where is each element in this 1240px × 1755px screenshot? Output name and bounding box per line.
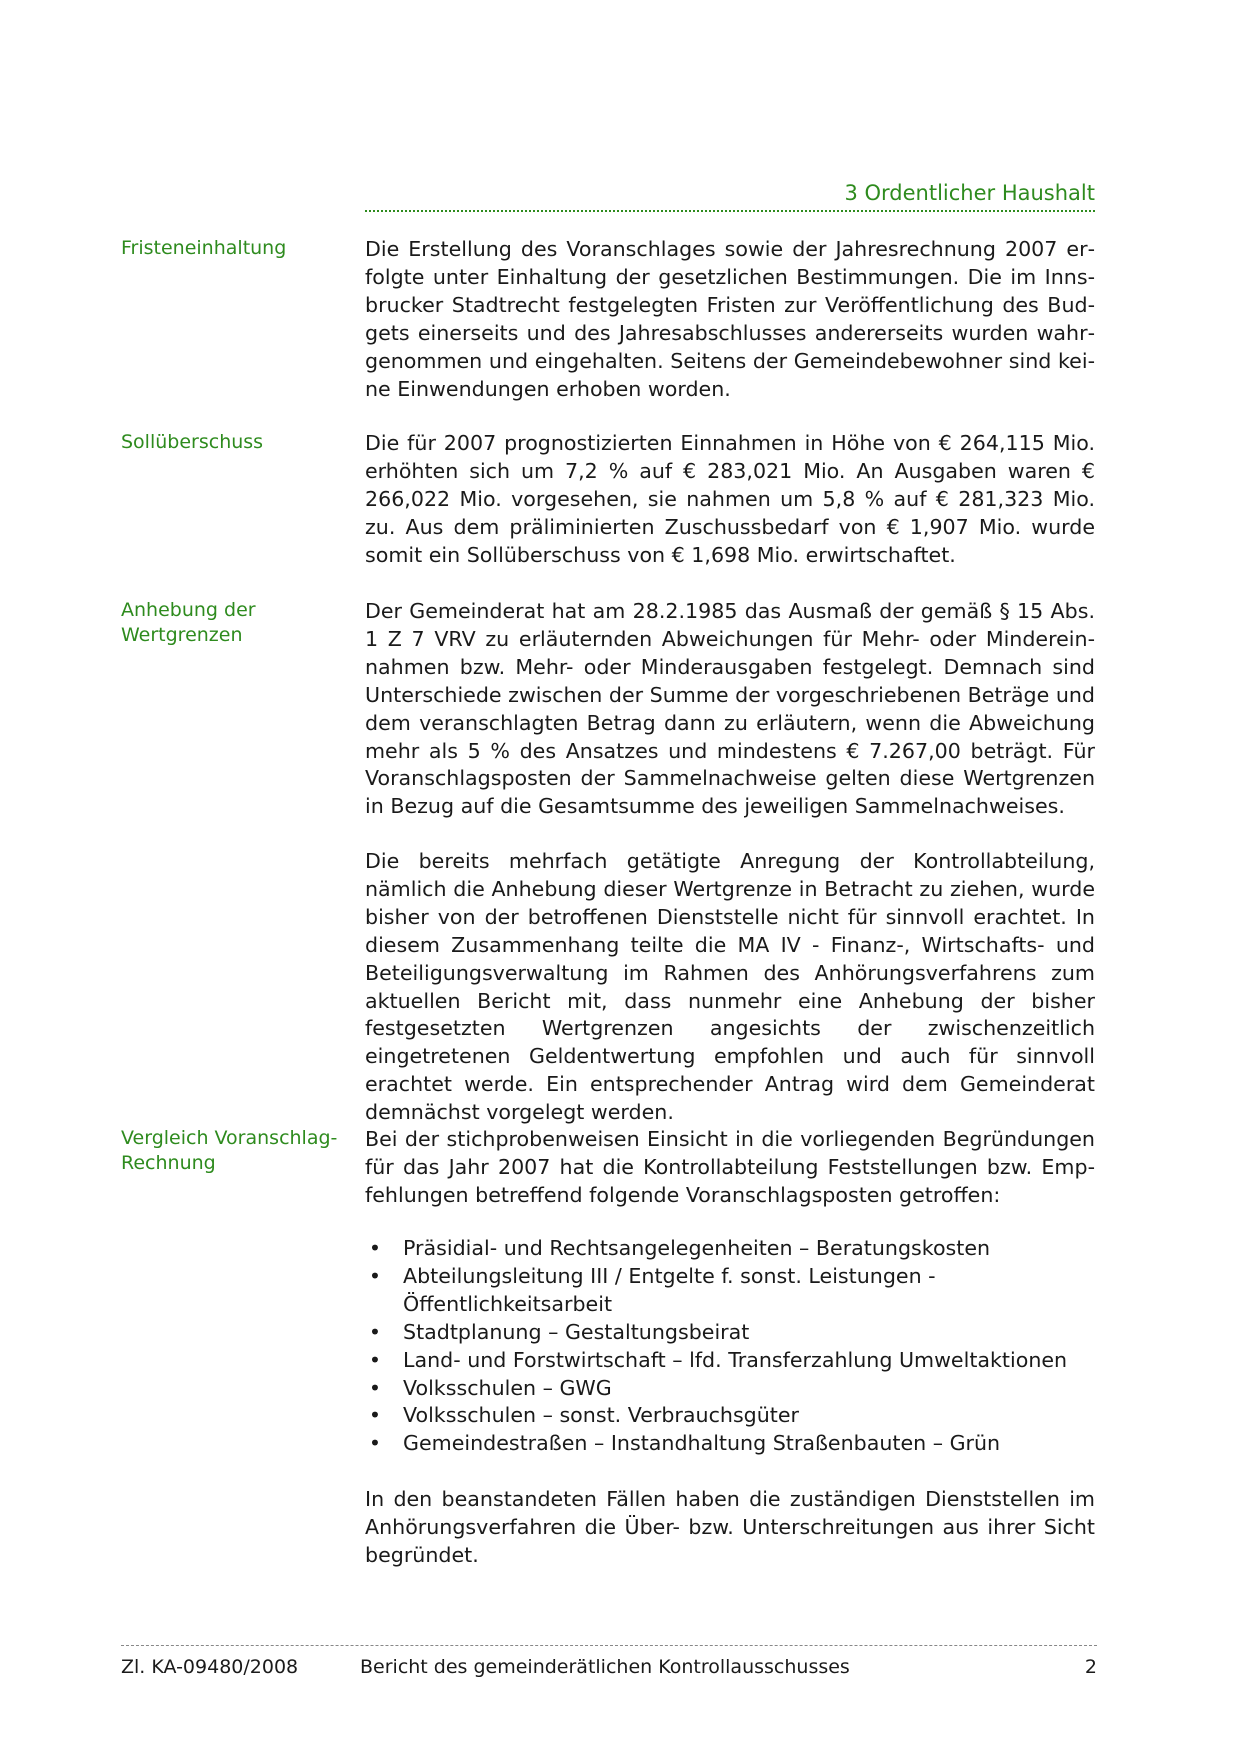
list-item — [365, 1319, 1095, 1347]
bullet-icon: • — [368, 1319, 382, 1344]
sidebar-label-fristeneinhaltung: Fristeneinhaltung — [121, 237, 287, 259]
list-item — [365, 1430, 1095, 1458]
footer-report-title: Bericht des gemeinderätlichen Kontrollausschusses — [360, 1656, 850, 1678]
list-item-text: Land- und Forstwirtschaft – lfd. Transferzahlung Umweltaktionen — [403, 1347, 1068, 1372]
header-divider — [365, 210, 1095, 212]
bullet-list-voranschlagsposten — [365, 1235, 1095, 1458]
list-item-text: Volksschulen – GWG — [403, 1375, 612, 1400]
bullet-icon: • — [368, 1236, 382, 1260]
paragraph-vergleich-conclusion: In den beanstandeten Fällen haben die zuständigen Dienststellen im Anhörungsverfahren die Über- bzw. Unterschreitungen aus ihrer Sicht begründet. — [365, 1487, 1095, 1567]
paragraph-vergleich-intro: Bei der stichprobenweisen Einsicht in die vorliegenden Begründungen für das Jahr 2007 hat die Kontrollabteilung Feststellungen bzw. Empfehlungen betreffend folgende Voranschlagsposten getroffen: — [365, 1127, 1095, 1207]
bullet-icon: • — [368, 1403, 382, 1428]
list-item-text: Gemeindestraßen – Instandhaltung Straßenbauten – Grün — [403, 1431, 1001, 1456]
list-item — [365, 1347, 1095, 1375]
list-item-text: Volksschulen – sonst. Verbrauchsgüter — [403, 1403, 800, 1428]
list-item — [365, 1235, 1095, 1263]
footer-document-number: Zl. KA-09480/2008 — [121, 1656, 299, 1678]
footer-page-number: 2 — [1084, 1656, 1097, 1678]
sidebar-label-sollueberschuss: Sollüberschuss — [121, 431, 264, 453]
section-title: 3 Ordentlicher Haushalt — [844, 181, 1095, 205]
list-item — [365, 1263, 1095, 1319]
list-item-text: Präsidial- und Rechtsangelegenheiten – Beratungskosten — [403, 1236, 991, 1260]
paragraph-wertgrenzen-1: Der Gemeinderat hat am 28.2.1985 das Ausmaß der gemäß § 15 Abs. 1 Z 7 VRV zu erläuternden Abweichungen für Mehr- oder Mindereinnahmen bzw. Mehr- oder Minderausgaben festgelegt. Demnach sind Unterschiede zwischen der Summe der vorgeschriebenen Beträge und dem veranschlagten Betrag dann zu erläutern, wenn die Abweichung mehr als 5 % des Ansatzes und mindestens € 7.267,00 beträgt. Für Voranschlagsposten der Sammelnachweise gelten diese Wertgrenzen in Bezug auf die Gesamtsumme des jeweiligen Sammelnachweises. — [365, 599, 1095, 819]
list-item — [365, 1375, 1095, 1403]
bullet-icon: • — [368, 1263, 382, 1288]
list-item-text: Abteilungsleitung III / Entgelte f. sonst. Leistungen - Öffentlichkeitsarbeit — [403, 1263, 936, 1316]
sidebar-label-vergleich: Vergleich Voranschlag-Rechnung — [121, 1127, 338, 1174]
paragraph-wertgrenzen-2: Die bereits mehrfach getätigte Anregung der Kontrollabteilung, nämlich die Anhebung dieser Wertgrenze in Betracht zu ziehen, wurde bisher von der betroffenen Dienststelle nicht für sinnvoll erachtet. In diesem Zusammenhang teilte die MA IV - Finanz-, Wirtschafts- und Beteiligungsverwaltung im Rahmen des Anhörungsverfahrens zum aktuellen Bericht mit, dass nunmehr eine Anhebung der bisher festgesetzten Wertgrenzen angesichts der zwischenzeitlich eingetretenen Geldentwertung empfohlen und auch für sinnvoll erachtet werde. Ein entsprechender Antrag wird dem Gemeinderat demnächst vorgelegt werden. — [365, 849, 1095, 1125]
list-item — [365, 1402, 1095, 1430]
paragraph-sollueberschuss: Die für 2007 prognostizierten Einnahmen in Höhe von € 264,115 Mio. erhöhten sich um 7,2 % auf € 283,021 Mio. An Ausgaben waren € 266,022 Mio. vorgesehen, sie nahmen um 5,8 % auf € 281,323 Mio. zu. Aus dem präliminierten Zuschussbedarf von € 1,907 Mio. wurde somit ein Sollüberschuss von € 1,698 Mio. erwirtschaftet. — [365, 431, 1095, 567]
bullet-icon: • — [368, 1347, 382, 1372]
bullet-icon: • — [368, 1375, 382, 1400]
bullet-icon: • — [368, 1431, 382, 1456]
footer-divider — [121, 1645, 1097, 1646]
list-item-text: Stadtplanung – Gestaltungsbeirat — [403, 1319, 750, 1344]
sidebar-label-wertgrenzen: Anhebung der Wertgrenzen — [121, 599, 256, 646]
paragraph-fristeneinhaltung: Die Erstellung des Voranschlages sowie der Jahresrechnung 2007 erfolgte unter Einhaltung der gesetzlichen Bestimmungen. Die im Innsbrucker Stadtrecht festgelegten Fristen zur Veröffentlichung des Budgets einerseits und des Jahresabschlusses andererseits wurden wahrgenommen und eingehalten. Seitens der Gemeindebewohner sind keine Einwendungen erhoben worden. — [365, 237, 1095, 401]
